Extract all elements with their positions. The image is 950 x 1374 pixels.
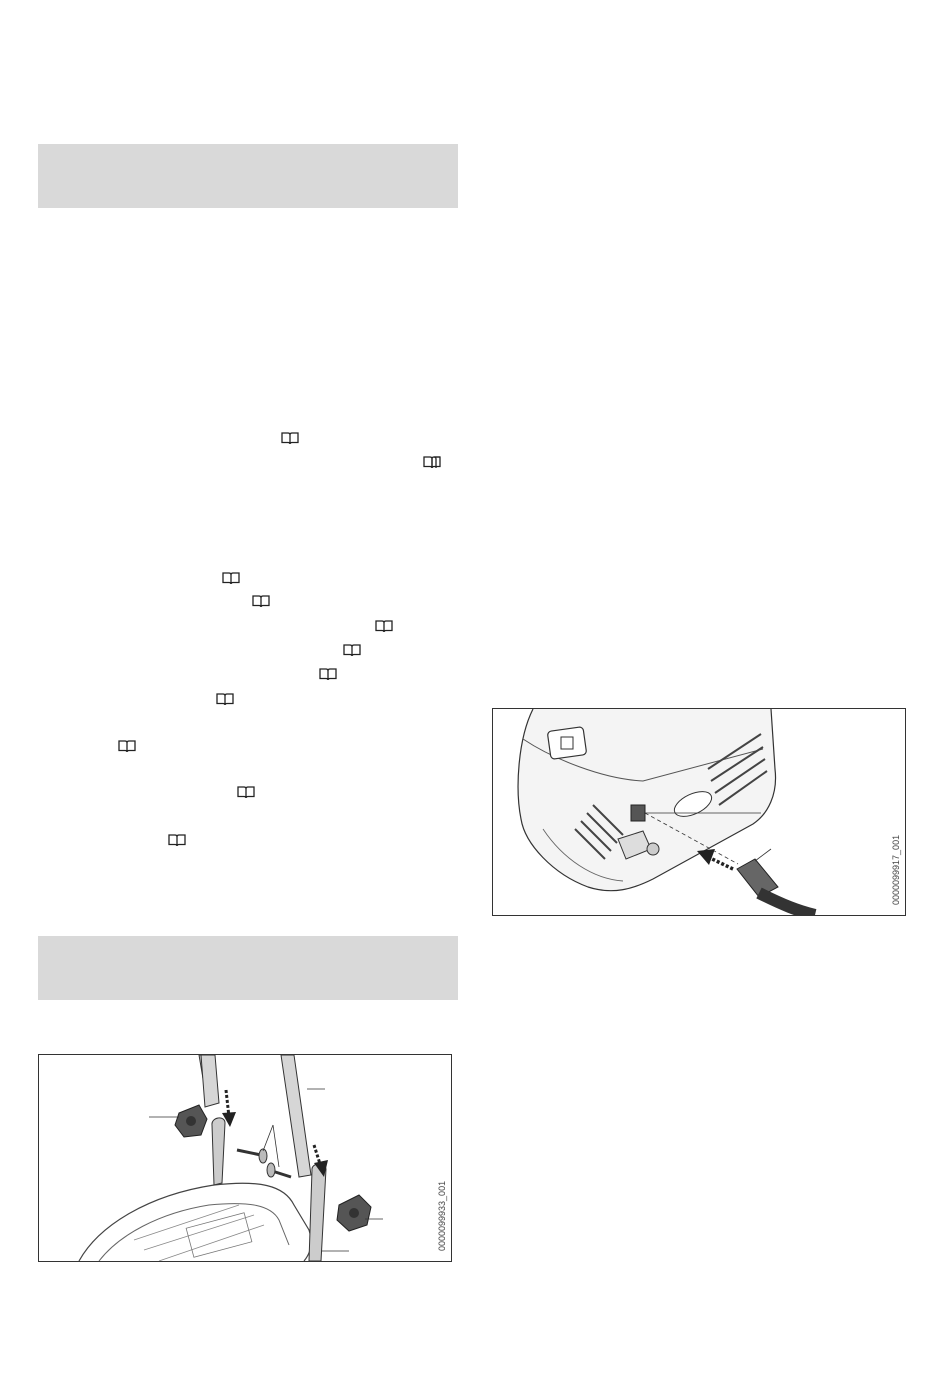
hose-connection-illustration: [493, 709, 905, 915]
handle-assembly-figure: [38, 1054, 452, 1262]
book-icon: [343, 643, 361, 657]
book-icon: [252, 594, 270, 608]
book-icon: [319, 667, 337, 681]
book-icon: [237, 785, 255, 799]
book-icon: [216, 692, 234, 706]
book-icon: [222, 571, 240, 585]
book-icon: [281, 431, 299, 445]
book-icon: [118, 739, 136, 753]
handle-assembly-illustration: [39, 1055, 451, 1261]
book-icon: [423, 455, 441, 469]
figure-code: 0000099933_001: [437, 1180, 447, 1251]
book-icon: [375, 619, 393, 633]
book-icon: [168, 833, 186, 847]
section-header-1: [38, 144, 458, 208]
figure-code: 0000099917_001: [891, 834, 901, 905]
section-header-2: [38, 936, 458, 1000]
hose-connection-figure: [492, 708, 906, 916]
